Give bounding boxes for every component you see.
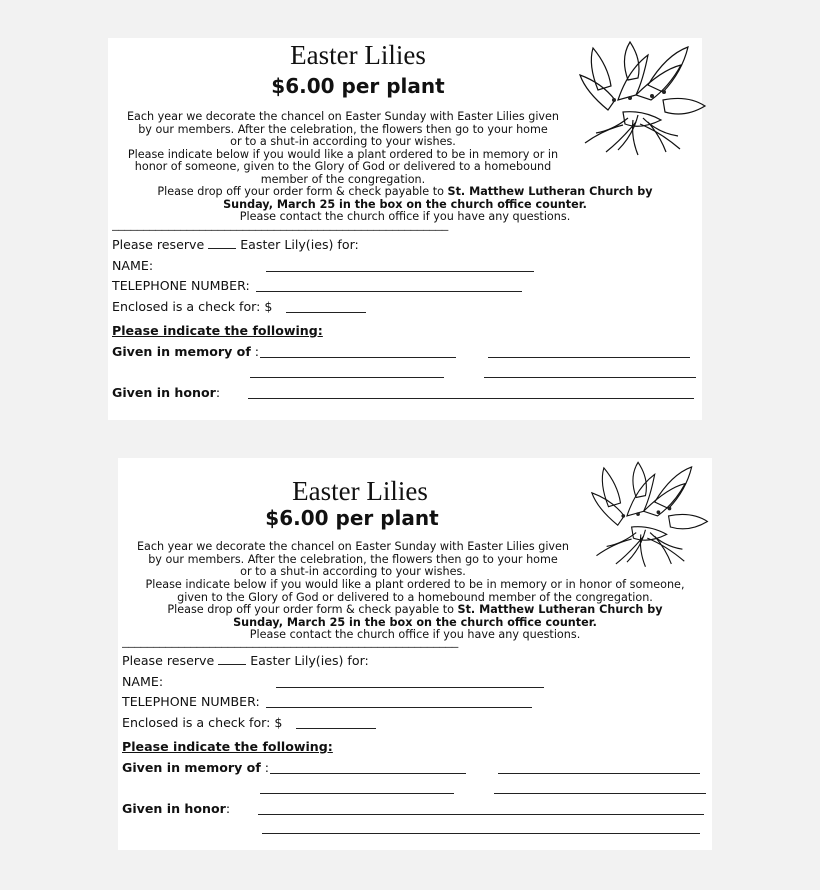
- order-form-2: [118, 458, 712, 850]
- reserve-row: Please reserve Easter Lily(ies) for:: [122, 653, 369, 668]
- honor-field-1[interactable]: [258, 814, 704, 815]
- intro-paragraph-continued: Please indicate below if you would like a plant ordered to be in memory or in honor of someone, given to the Glory of God or delivered to a homebound member of the congregation. Please drop off your order form & check payable to St. Matthew Lutheran Church by Sunday, March 25 in the box on the church office counter. Please contact the church office if you have any questions.: [118, 579, 712, 642]
- name-field[interactable]: [266, 271, 534, 272]
- form-title: Easter Lilies: [292, 476, 428, 506]
- memory-field-3[interactable]: [250, 377, 444, 378]
- memory-field-2[interactable]: [498, 773, 700, 774]
- phone-label: TELEPHONE NUMBER:: [112, 278, 250, 293]
- memory-label: Given in memory of :: [112, 344, 260, 359]
- price-heading: $6.00 per plant: [271, 74, 445, 98]
- cut-line-divider: ——————————————————————————————————————————————————————: [122, 640, 459, 653]
- honor-label: Given in honor:: [122, 801, 231, 816]
- phone-field[interactable]: [256, 291, 522, 292]
- easter-lily-icon: [590, 460, 712, 570]
- check-amount-field[interactable]: [296, 728, 376, 729]
- deadline: Sunday, March 25 in the box on the church office counter.: [223, 197, 587, 211]
- intro-paragraph: Each year we decorate the chancel on Easter Sunday with Easter Lilies given by our members. After the celebration, the flowers then go to your home or to a shut-in according to your wishes. Please indicate below if you would like a plant ordered to be in memory or in honor of someone, given to the Glory of God or delivered to a homebound member of the congregation.: [126, 110, 560, 186]
- price-heading: $6.00 per plant: [265, 506, 439, 530]
- deadline: Sunday, March 25 in the box on the church office counter.: [233, 615, 597, 629]
- church-name: St. Matthew Lutheran Church by: [457, 603, 663, 617]
- indicate-heading: Please indicate the following:: [112, 323, 323, 338]
- name-field[interactable]: [276, 687, 544, 688]
- indicate-heading: Please indicate the following:: [122, 739, 333, 754]
- check-label: Enclosed is a check for: $: [112, 299, 273, 314]
- cut-line-divider: ——————————————————————————————————————————————————————: [112, 223, 449, 236]
- easter-lily-icon: [578, 40, 710, 158]
- phone-label: TELEPHONE NUMBER:: [122, 694, 260, 709]
- memory-field-1[interactable]: [260, 357, 456, 358]
- memory-field-4[interactable]: [484, 377, 696, 378]
- contact-note: Please contact the church office if you have any questions.: [249, 628, 581, 642]
- quantity-blank[interactable]: [218, 664, 246, 665]
- quantity-blank[interactable]: [208, 248, 236, 249]
- memory-field-1[interactable]: [270, 773, 466, 774]
- intro-paragraph: Each year we decorate the chancel on Easter Sunday with Easter Lilies given by our members. After the celebration, the flowers then go to your home or to a shut-in according to your wishes.: [136, 540, 570, 579]
- name-label: NAME:: [112, 258, 154, 273]
- memory-field-2[interactable]: [488, 357, 690, 358]
- check-amount-field[interactable]: [286, 312, 366, 313]
- church-name: St. Matthew Lutheran Church by: [447, 185, 653, 198]
- name-label: NAME:: [122, 674, 164, 689]
- dropoff-instructions: Please drop off your order form & check payable to St. Matthew Lutheran Church by Sunday, March 25 in the box on the church office counter. Please contact the church office if you have any questions.: [108, 186, 702, 224]
- memory-label: Given in memory of :: [122, 760, 270, 775]
- honor-field-2[interactable]: [262, 833, 700, 834]
- honor-label: Given in honor:: [112, 385, 221, 400]
- honor-field[interactable]: [248, 398, 694, 399]
- order-form-1: [108, 38, 702, 420]
- memory-field-4[interactable]: [494, 793, 706, 794]
- check-label: Enclosed is a check for: $: [122, 715, 283, 730]
- contact-note: Please contact the church office if you have any questions.: [239, 210, 571, 224]
- memory-field-3[interactable]: [260, 793, 454, 794]
- reserve-row: Please reserve Easter Lily(ies) for:: [112, 237, 359, 252]
- phone-field[interactable]: [266, 707, 532, 708]
- form-title: Easter Lilies: [290, 40, 426, 70]
